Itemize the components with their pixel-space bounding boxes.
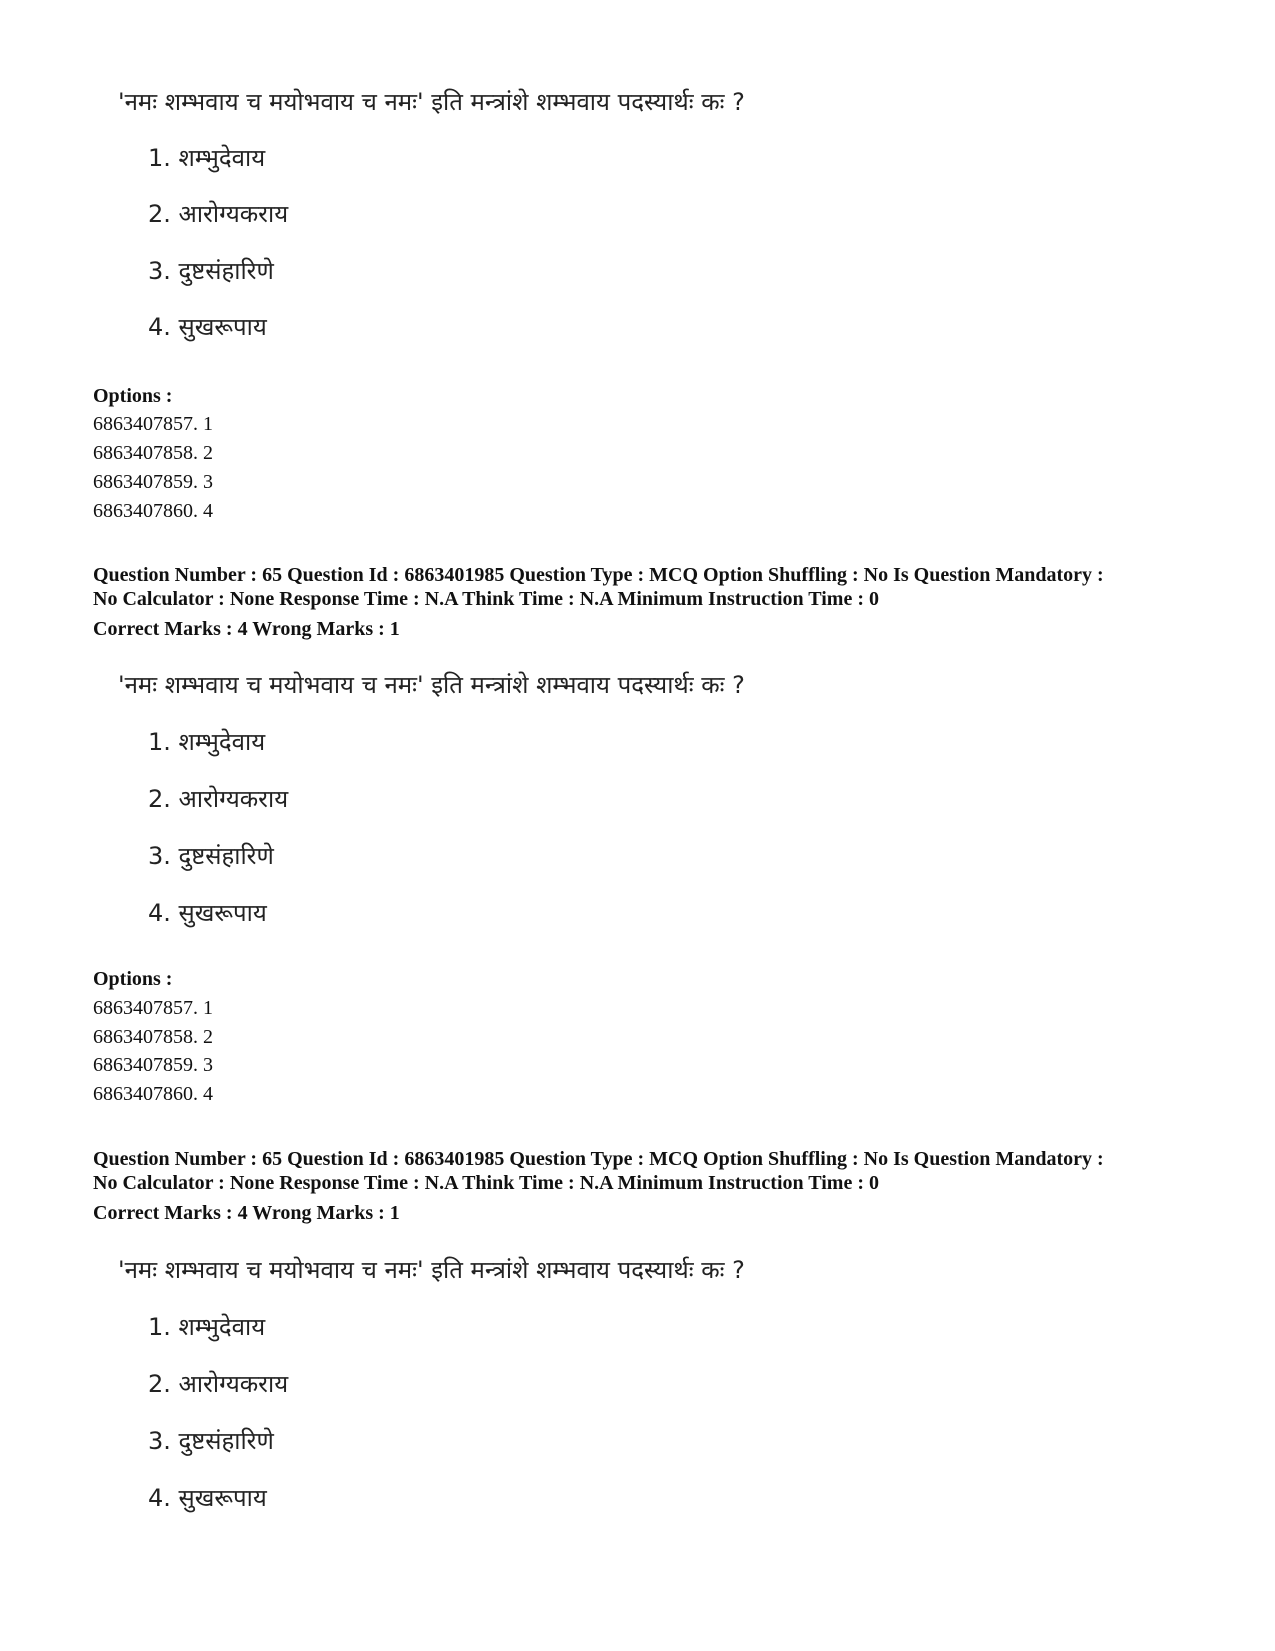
option-id-4: 6863407860. 4 xyxy=(93,500,213,522)
question-marks: Correct Marks : 4 Wrong Marks : 1 xyxy=(93,618,400,640)
question-meta-line-2: No Calculator : None Response Time : N.A Think Time : N.A Minimum Instruction Time : 0 xyxy=(93,1172,879,1194)
answer-choice-2: 2. आरोग्यकराय xyxy=(148,785,289,813)
answer-choice-1: 1. शम्भुदेवाय xyxy=(148,1313,266,1341)
question-meta-line-1: Question Number : 65 Question Id : 6863401985 Question Type : MCQ Option Shuffling : No Is Question Mandatory : xyxy=(93,1148,1104,1170)
option-id-2: 6863407858. 2 xyxy=(93,1026,213,1048)
answer-choice-2: 2. आरोग्यकराय xyxy=(148,1370,289,1398)
option-id-3: 6863407859. 3 xyxy=(93,471,213,493)
answer-choice-3: 3. दुष्टसंहारिणे xyxy=(148,257,274,285)
answer-choice-3: 3. दुष्टसंहारिणे xyxy=(148,1427,274,1455)
options-label: Options : xyxy=(93,385,173,407)
question-meta-line-2: No Calculator : None Response Time : N.A Think Time : N.A Minimum Instruction Time : 0 xyxy=(93,588,879,610)
question-meta-line-1: Question Number : 65 Question Id : 6863401985 Question Type : MCQ Option Shuffling : No Is Question Mandatory : xyxy=(93,564,1104,586)
question-marks: Correct Marks : 4 Wrong Marks : 1 xyxy=(93,1202,400,1224)
question-text: 'नमः शम्भवाय च मयोभवाय च नमः' इति मन्त्रांशे शम्भवाय पदस्यार्थः कः ? xyxy=(118,1256,745,1284)
option-id-1: 6863407857. 1 xyxy=(93,997,213,1019)
option-id-1: 6863407857. 1 xyxy=(93,413,213,435)
question-text: 'नमः शम्भवाय च मयोभवाय च नमः' इति मन्त्रांशे शम्भवाय पदस्यार्थः कः ? xyxy=(118,88,745,116)
option-id-2: 6863407858. 2 xyxy=(93,442,213,464)
question-text: 'नमः शम्भवाय च मयोभवाय च नमः' इति मन्त्रांशे शम्भवाय पदस्यार्थः कः ? xyxy=(118,671,745,699)
answer-choice-2: 2. आरोग्यकराय xyxy=(148,200,289,228)
options-label: Options : xyxy=(93,968,173,990)
option-id-3: 6863407859. 3 xyxy=(93,1054,213,1076)
answer-choice-4: 4. सुखरूपाय xyxy=(148,1484,267,1512)
answer-choice-1: 1. शम्भुदेवाय xyxy=(148,728,266,756)
answer-choice-1: 1. शम्भुदेवाय xyxy=(148,144,266,172)
option-id-4: 6863407860. 4 xyxy=(93,1083,213,1105)
answer-choice-3: 3. दुष्टसंहारिणे xyxy=(148,842,274,870)
answer-choice-4: 4. सुखरूपाय xyxy=(148,899,267,927)
answer-choice-4: 4. सुखरूपाय xyxy=(148,313,267,341)
